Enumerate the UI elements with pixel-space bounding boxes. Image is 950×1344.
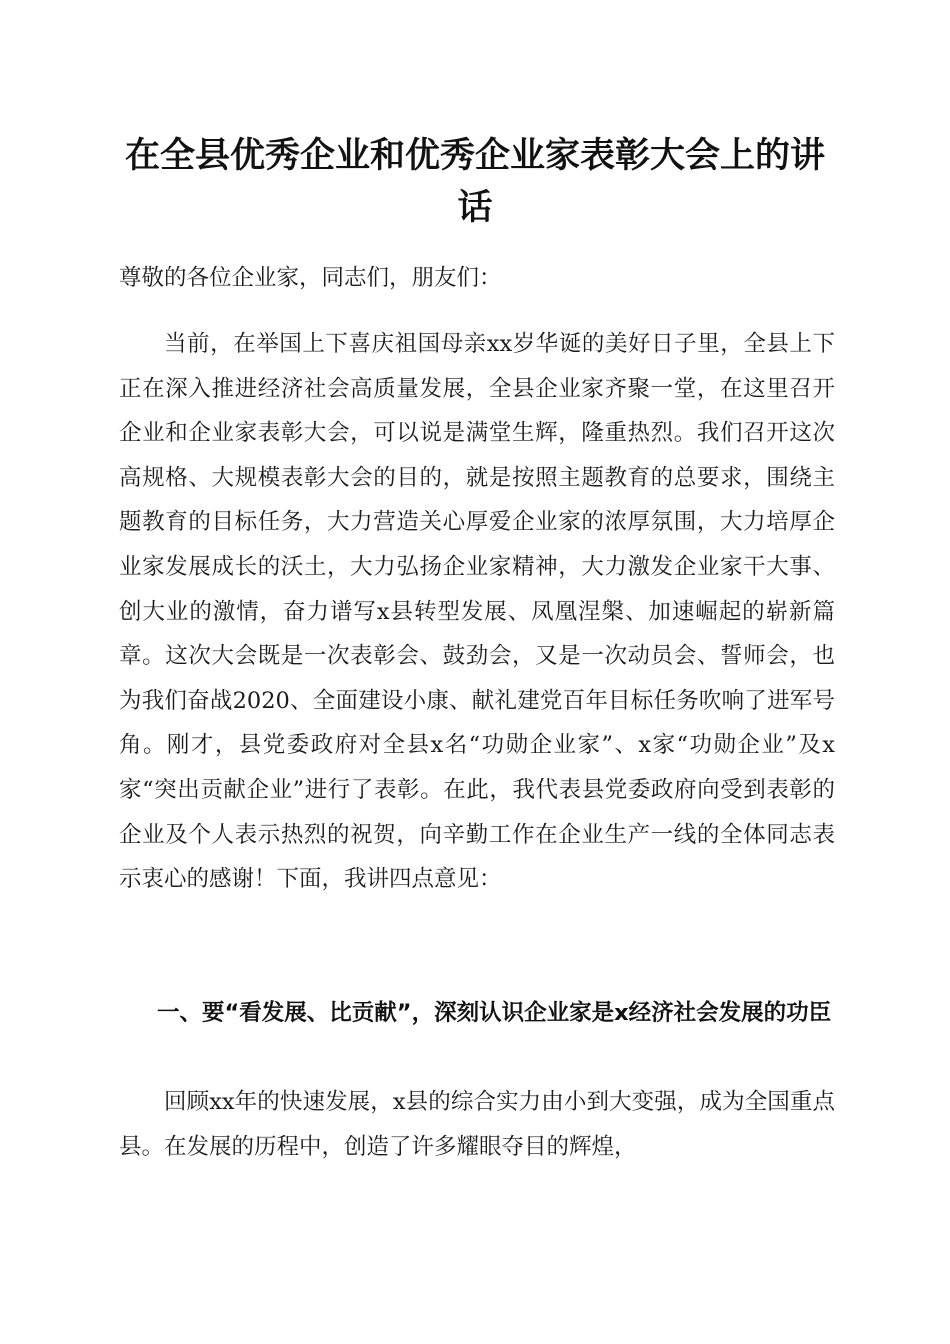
salutation: 尊敬的各位企业家，同志们，朋友们： [119, 265, 502, 291]
paragraph-opening: 当前，在举国上下喜庆祖国母亲xx岁华诞的美好日子里，全县上下正在深入推进经济社会高质量发展，全县企业家齐聚一堂，在这里召开企业和企业家表彰大会，可以说是满堂生辉，隆重热烈。我们召开这次高规格、大规模表彰大会的目的，就是按照主题教育的总要求，围绕主题教育的目标任务，大力营造关心厚爱企业家的浓厚氛围，大力培厚企业家发展成长的沃土，大力弘扬企业家精神，大力激发企业家干大事、创大业的激情，奋力谱写x县转型发展、凤凰涅槃、加速崛起的崭新篇章。这次大会既是一次表彰会、鼓劲会，又是一次动员会、誓师会，也为我们奋战2020、全面建设小康、献礼建党百年目标任务吹响了进军号角。刚才，县党委政府对全县x名“功勋企业家”、x家“功勋企业”及x家“突出贡献企业”进行了表彰。在此，我代表县党委政府向受到表彰的企业及个人表示热烈的祝贺，向辛勤工作在企业生产一线的全体同志表示衷心的感谢！下面，我讲四点意见： [119, 331, 835, 893]
paragraph-review: 回顾xx年的快速发展，x县的综合实力由小到大变强，成为全国重点县。在发展的历程中，创造了许多耀眼夺目的辉煌， [119, 1089, 835, 1160]
document-title: 在全县优秀企业和优秀企业家表彰大会上的讲话 [124, 135, 825, 228]
section-heading-1: 一、要“看发展、比贡献”，深刻认识企业家是x经济社会发展的功臣 [157, 1000, 832, 1026]
